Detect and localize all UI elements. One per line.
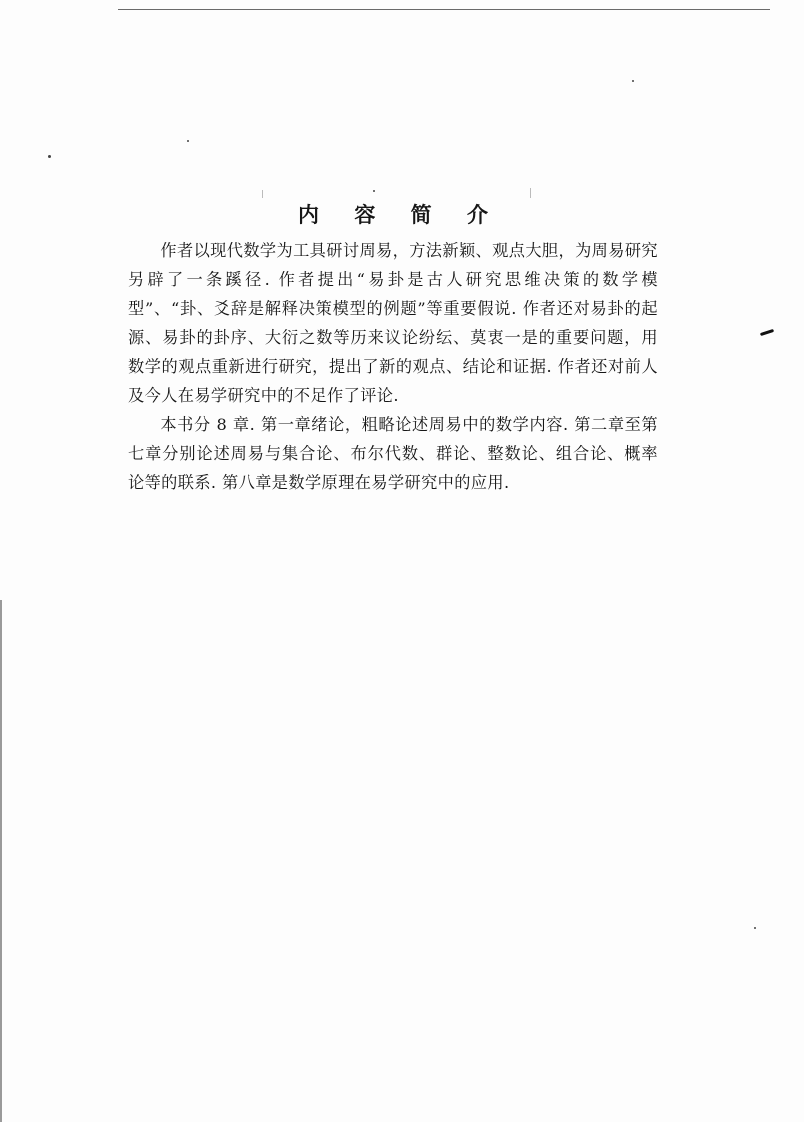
- margin-mark: [760, 329, 774, 336]
- scan-speck: [373, 190, 375, 192]
- scan-speck: [530, 188, 531, 198]
- scan-speck: [754, 927, 756, 929]
- scan-speck: [632, 80, 634, 82]
- scan-top-rule: [118, 9, 770, 10]
- scan-left-edge: [0, 600, 2, 1122]
- page-title: 内 容 简 介: [298, 203, 502, 227]
- paragraph: 作者以现代数学为工具研讨周易，方法新颖、观点大胆，为周易研究另辟了一条蹊径. 作者提出“易卦是古人研究思维决策的数学模型”、“卦、爻辞是解释决策模型的例题”等重要假说. 作者还对易卦的起源、易卦的卦序、大衍之数等历来议论纷纭、莫衷一是的重要问题，用数学的观点重新进行研究，提出了新的观点、结论和证据. 作者还对前人及今人在易学研究中的不足作了评论.: [128, 241, 659, 405]
- scan-speck: [262, 190, 263, 198]
- content-summary: [128, 200, 658, 497]
- scan-speck: [48, 155, 51, 158]
- paragraph: 本书分 8 章. 第一章绪论，粗略论述周易中的数学内容. 第二章至第七章分别论述周易与集合论、布尔代数、群论、整数论、组合论、概率论等的联系. 第八章是数学原理在易学研究中的应用.: [128, 415, 658, 492]
- scan-speck: [187, 140, 189, 142]
